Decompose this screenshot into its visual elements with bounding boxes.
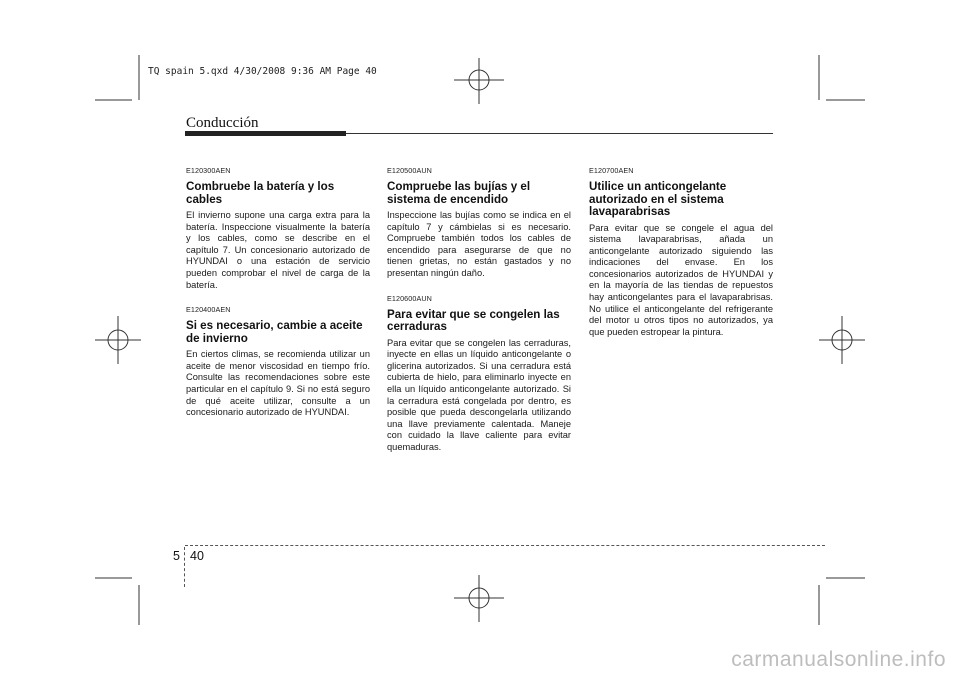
section-code: E120500AUN bbox=[387, 166, 432, 175]
section-heading: Combruebe la batería y los cables bbox=[186, 180, 335, 206]
section-frozen-locks bbox=[387, 294, 571, 454]
header-rule-thick bbox=[185, 131, 346, 136]
section-code: E120600AUN bbox=[387, 293, 432, 303]
column-1 bbox=[186, 166, 370, 433]
header-rule-thin bbox=[346, 133, 773, 134]
column-3 bbox=[589, 166, 773, 352]
chapter-title: Conducción bbox=[186, 115, 259, 131]
section-washer-antifreeze bbox=[589, 166, 773, 338]
footer-rule bbox=[185, 545, 825, 546]
section-body: Para evitar que se congelen las cerraduras, inyecte en ellas un líquido anticongelante o glicerina autorizados. Si una cerradura está cubierta de hielo, para eliminarlo inyecte en ella un líquido anticongelante autorizado. Si la cerradura está congelada por dentro, es posible que pueda descongelarla utilizando una llave previamente calentada. Maneje con cuidado la llave caliente para evitar quemaduras. bbox=[387, 337, 571, 452]
section-winter-oil bbox=[186, 305, 370, 419]
section-code: E120300AEN bbox=[186, 166, 231, 175]
section-spark-plugs bbox=[387, 166, 571, 280]
section-body: Inspeccione las bujías como se indica en el capítulo 7 y cámbielas si es necesario. Compruebe también todos los cables de encendido para asegurarse de que no tienen grietas, no están gastados y no presentan ningún daño. bbox=[387, 210, 571, 278]
footer-divider bbox=[184, 547, 185, 587]
section-body: Para evitar que se congele el agua del sistema lavaparabrisas, añada un anticongelante autorizado siguiendo las indicaciones del envase. En los concesionarios autorizados de HYUNDAI y en la mayoría de las tiendas de repuestos hay anticongelantes para el lavaparabrisas. No utilice el anticongelante del refrigerante del motor u otros tipos no autorizados, ya que pueden estropear la pintura. bbox=[589, 222, 773, 337]
section-code: E120400AEN bbox=[186, 305, 231, 315]
section-body: El invierno supone una carga extra para la batería. Inspeccione visualmente la batería y los cables, como se describe en el capítulo 7. Un concesionario autorizado de HYUNDAI o una estación de servicio pueden comprobar el nivel de carga de la batería. bbox=[186, 210, 370, 290]
section-code: E120700AEN bbox=[589, 166, 634, 175]
section-heading: Utilice un anticongelante autorizado en el sistema lavaparabrisas bbox=[589, 180, 727, 218]
chapter-number: 5 bbox=[173, 549, 180, 563]
section-heading: Compruebe las bujías y el sistema de encendido bbox=[387, 180, 531, 206]
section-heading: Para evitar que se congelen las cerraduras bbox=[387, 307, 560, 334]
watermark: carmanualsonline.info bbox=[731, 648, 946, 671]
column-2 bbox=[387, 166, 571, 468]
print-slug: TQ spain 5.qxd 4/30/2008 9:36 AM Page 40 bbox=[148, 66, 377, 77]
section-heading: Si es necesario, cambie a aceite de invierno bbox=[186, 319, 363, 345]
section-body: En ciertos climas, se recomienda utilizar un aceite de menor viscosidad en tiempo frío. Consulte las recomendaciones sobre este particular en el capítulo 9. Si no está seguro de qué aceite utilizar, consulte a un concesionario autorizado de HYUNDAI. bbox=[186, 349, 370, 418]
page-number: 40 bbox=[190, 549, 204, 563]
section-battery bbox=[186, 166, 370, 291]
